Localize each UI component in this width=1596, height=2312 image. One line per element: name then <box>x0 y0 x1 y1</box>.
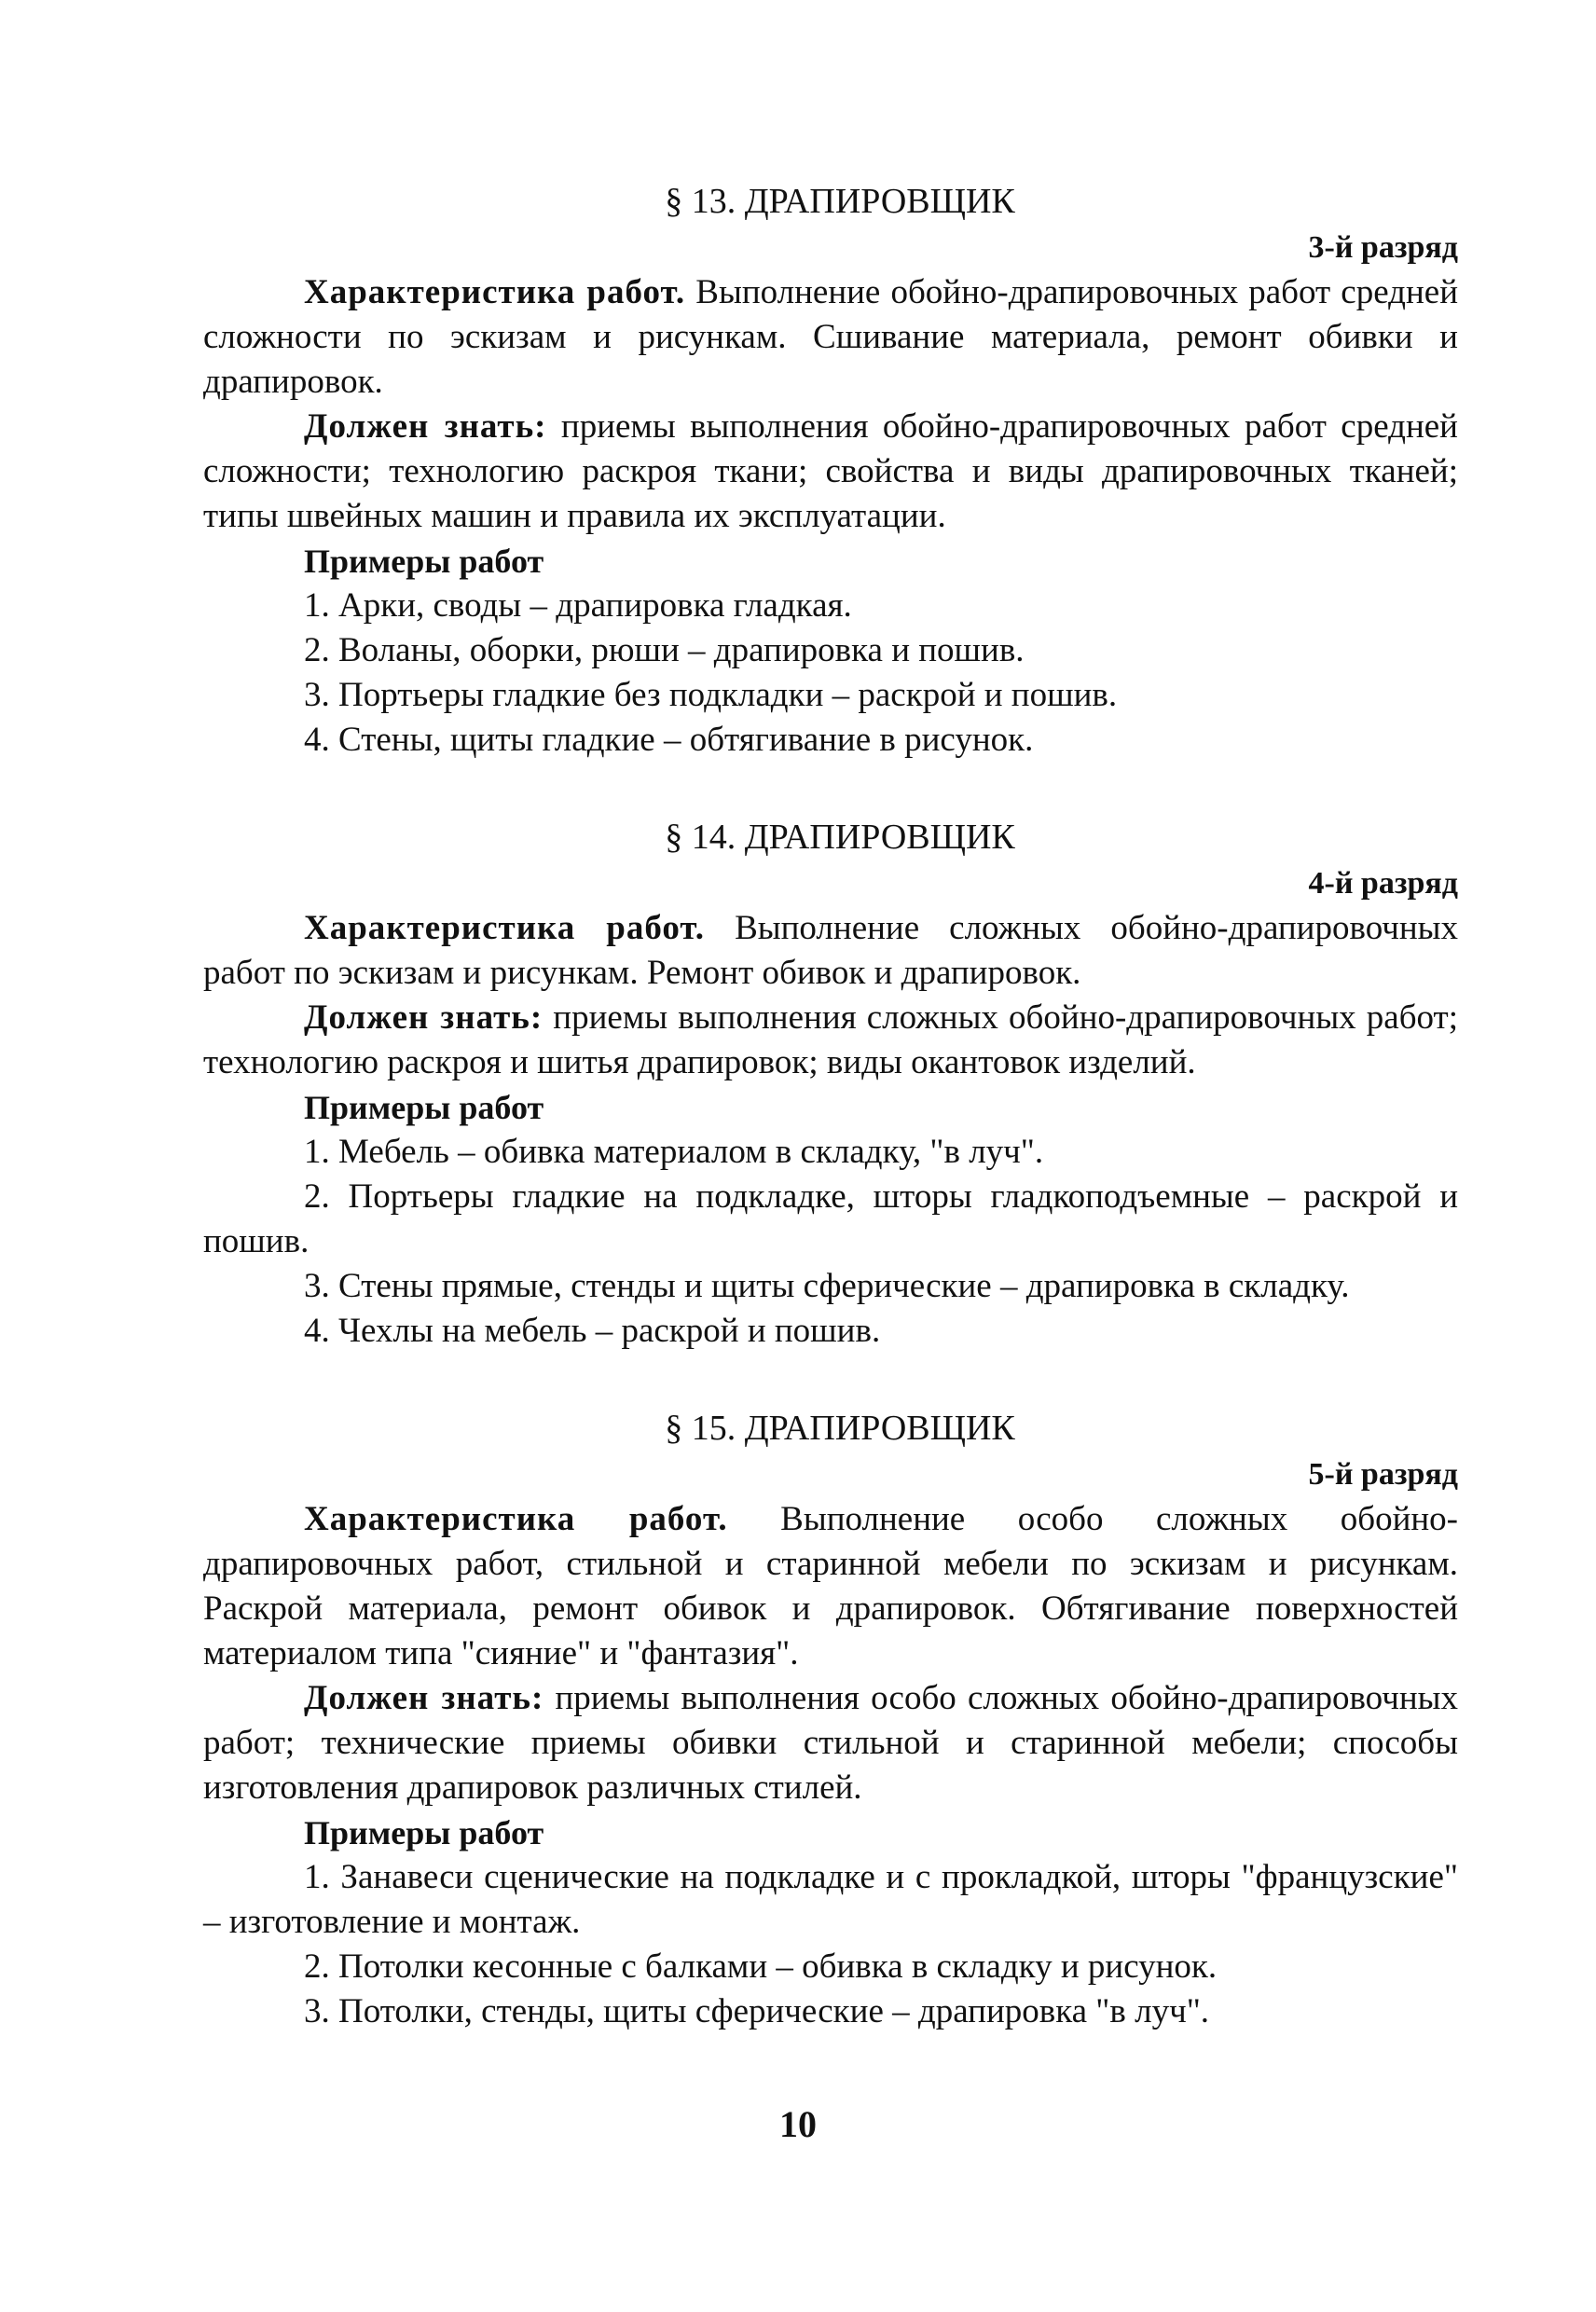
work-characteristics-label: Характеристика работ. <box>304 1500 728 1538</box>
examples-heading: Примеры работ <box>304 1814 544 1851</box>
grade-label: 4-й разряд <box>1308 866 1458 901</box>
section-title: § 13. ДРАПИРОВЩИК <box>665 182 1015 221</box>
required-knowledge-text: приемы выполнения обойно-драпировочных работ средней сложности; технологию раскроя ткани; свойства и виды драпировочных тканей; типы швейных машин и правила их эксплуатации. <box>203 407 1458 535</box>
section-13 <box>203 177 1458 763</box>
required-knowledge-text: приемы выполнения особо сложных обойно-драпировочных работ; технические приемы обивки стильной и старинной мебели; способы изготовления драпировок различных стилей. <box>203 1679 1458 1807</box>
examples-heading: Примеры работ <box>304 1089 544 1126</box>
work-characteristics <box>203 270 1458 405</box>
example-item: 1. Мебель – обивка материалом в складку, "в луч". <box>304 1133 1044 1171</box>
work-characteristics-text: Выполнение особо сложных обойно-драпировочных работ, стильной и старинной мебели по эскизам и рисункам. Раскрой материала, ремонт обивок и драпировок. Обтягивание поверхностей материалом типа "сияние" и "фантазия". <box>203 1500 1458 1672</box>
grade-label: 3-й разряд <box>1308 230 1458 265</box>
required-knowledge <box>203 1676 1458 1810</box>
examples-heading: Примеры работ <box>304 543 544 580</box>
required-knowledge-label: Должен знать: <box>304 1679 544 1717</box>
example-item: 1. Арки, своды – драпировка гладкая. <box>304 586 852 625</box>
required-knowledge <box>203 996 1458 1085</box>
section-title: § 14. ДРАПИРОВЩИК <box>665 818 1015 857</box>
section-14 <box>203 813 1458 1354</box>
section-15 <box>203 1404 1458 2034</box>
required-knowledge-text: приемы выполнения сложных обойно-драпировочных работ; технологию раскроя и шитья драпировок; виды окантовок изделий. <box>203 998 1458 1081</box>
example-item: 3. Стены прямые, стенды и щиты сферические – драпировка в складку. <box>304 1267 1350 1305</box>
example-item: 4. Чехлы на мебель – раскрой и пошив. <box>304 1312 881 1350</box>
grade-label: 5-й разряд <box>1308 1457 1458 1492</box>
example-item: 1. Занавеси сценические на подкладке и с прокладкой, шторы "французские" – изготовление и монтаж. <box>203 1858 1458 1941</box>
example-item: 3. Портьеры гладкие без подкладки – раскрой и пошив. <box>304 676 1118 714</box>
work-characteristics-text: Выполнение обойно-драпировочных работ средней сложности по эскизам и рисункам. Сшивание материала, ремонт обивки и драпировок. <box>203 273 1458 401</box>
required-knowledge-label: Должен знать: <box>304 407 547 446</box>
work-characteristics <box>203 906 1458 996</box>
example-item: 2. Потолки кесонные с балками – обивка в складку и рисунок. <box>304 1947 1218 1986</box>
work-characteristics-label: Характеристика работ. <box>304 273 686 311</box>
work-characteristics-text: Выполнение сложных обойно-драпировочных работ по эскизам и рисункам. Ремонт обивок и драпировок. <box>203 909 1459 992</box>
page-number: 10 <box>779 2103 817 2145</box>
work-characteristics-label: Характеристика работ. <box>304 909 706 947</box>
example-item: 2. Портьеры гладкие на подкладке, шторы гладкоподъемные – раскрой и пошив. <box>203 1177 1458 1260</box>
required-knowledge-label: Должен знать: <box>304 998 543 1037</box>
work-characteristics <box>203 1497 1458 1676</box>
section-title: § 15. ДРАПИРОВЩИК <box>665 1409 1015 1448</box>
example-item: 2. Воланы, оборки, рюши – драпировка и пошив. <box>304 631 1025 669</box>
example-item: 3. Потолки, стенды, щиты сферические – драпировка "в луч". <box>304 1992 1210 2030</box>
example-item: 4. Стены, щиты гладкие – обтягивание в рисунок. <box>304 721 1034 759</box>
required-knowledge <box>203 405 1458 539</box>
